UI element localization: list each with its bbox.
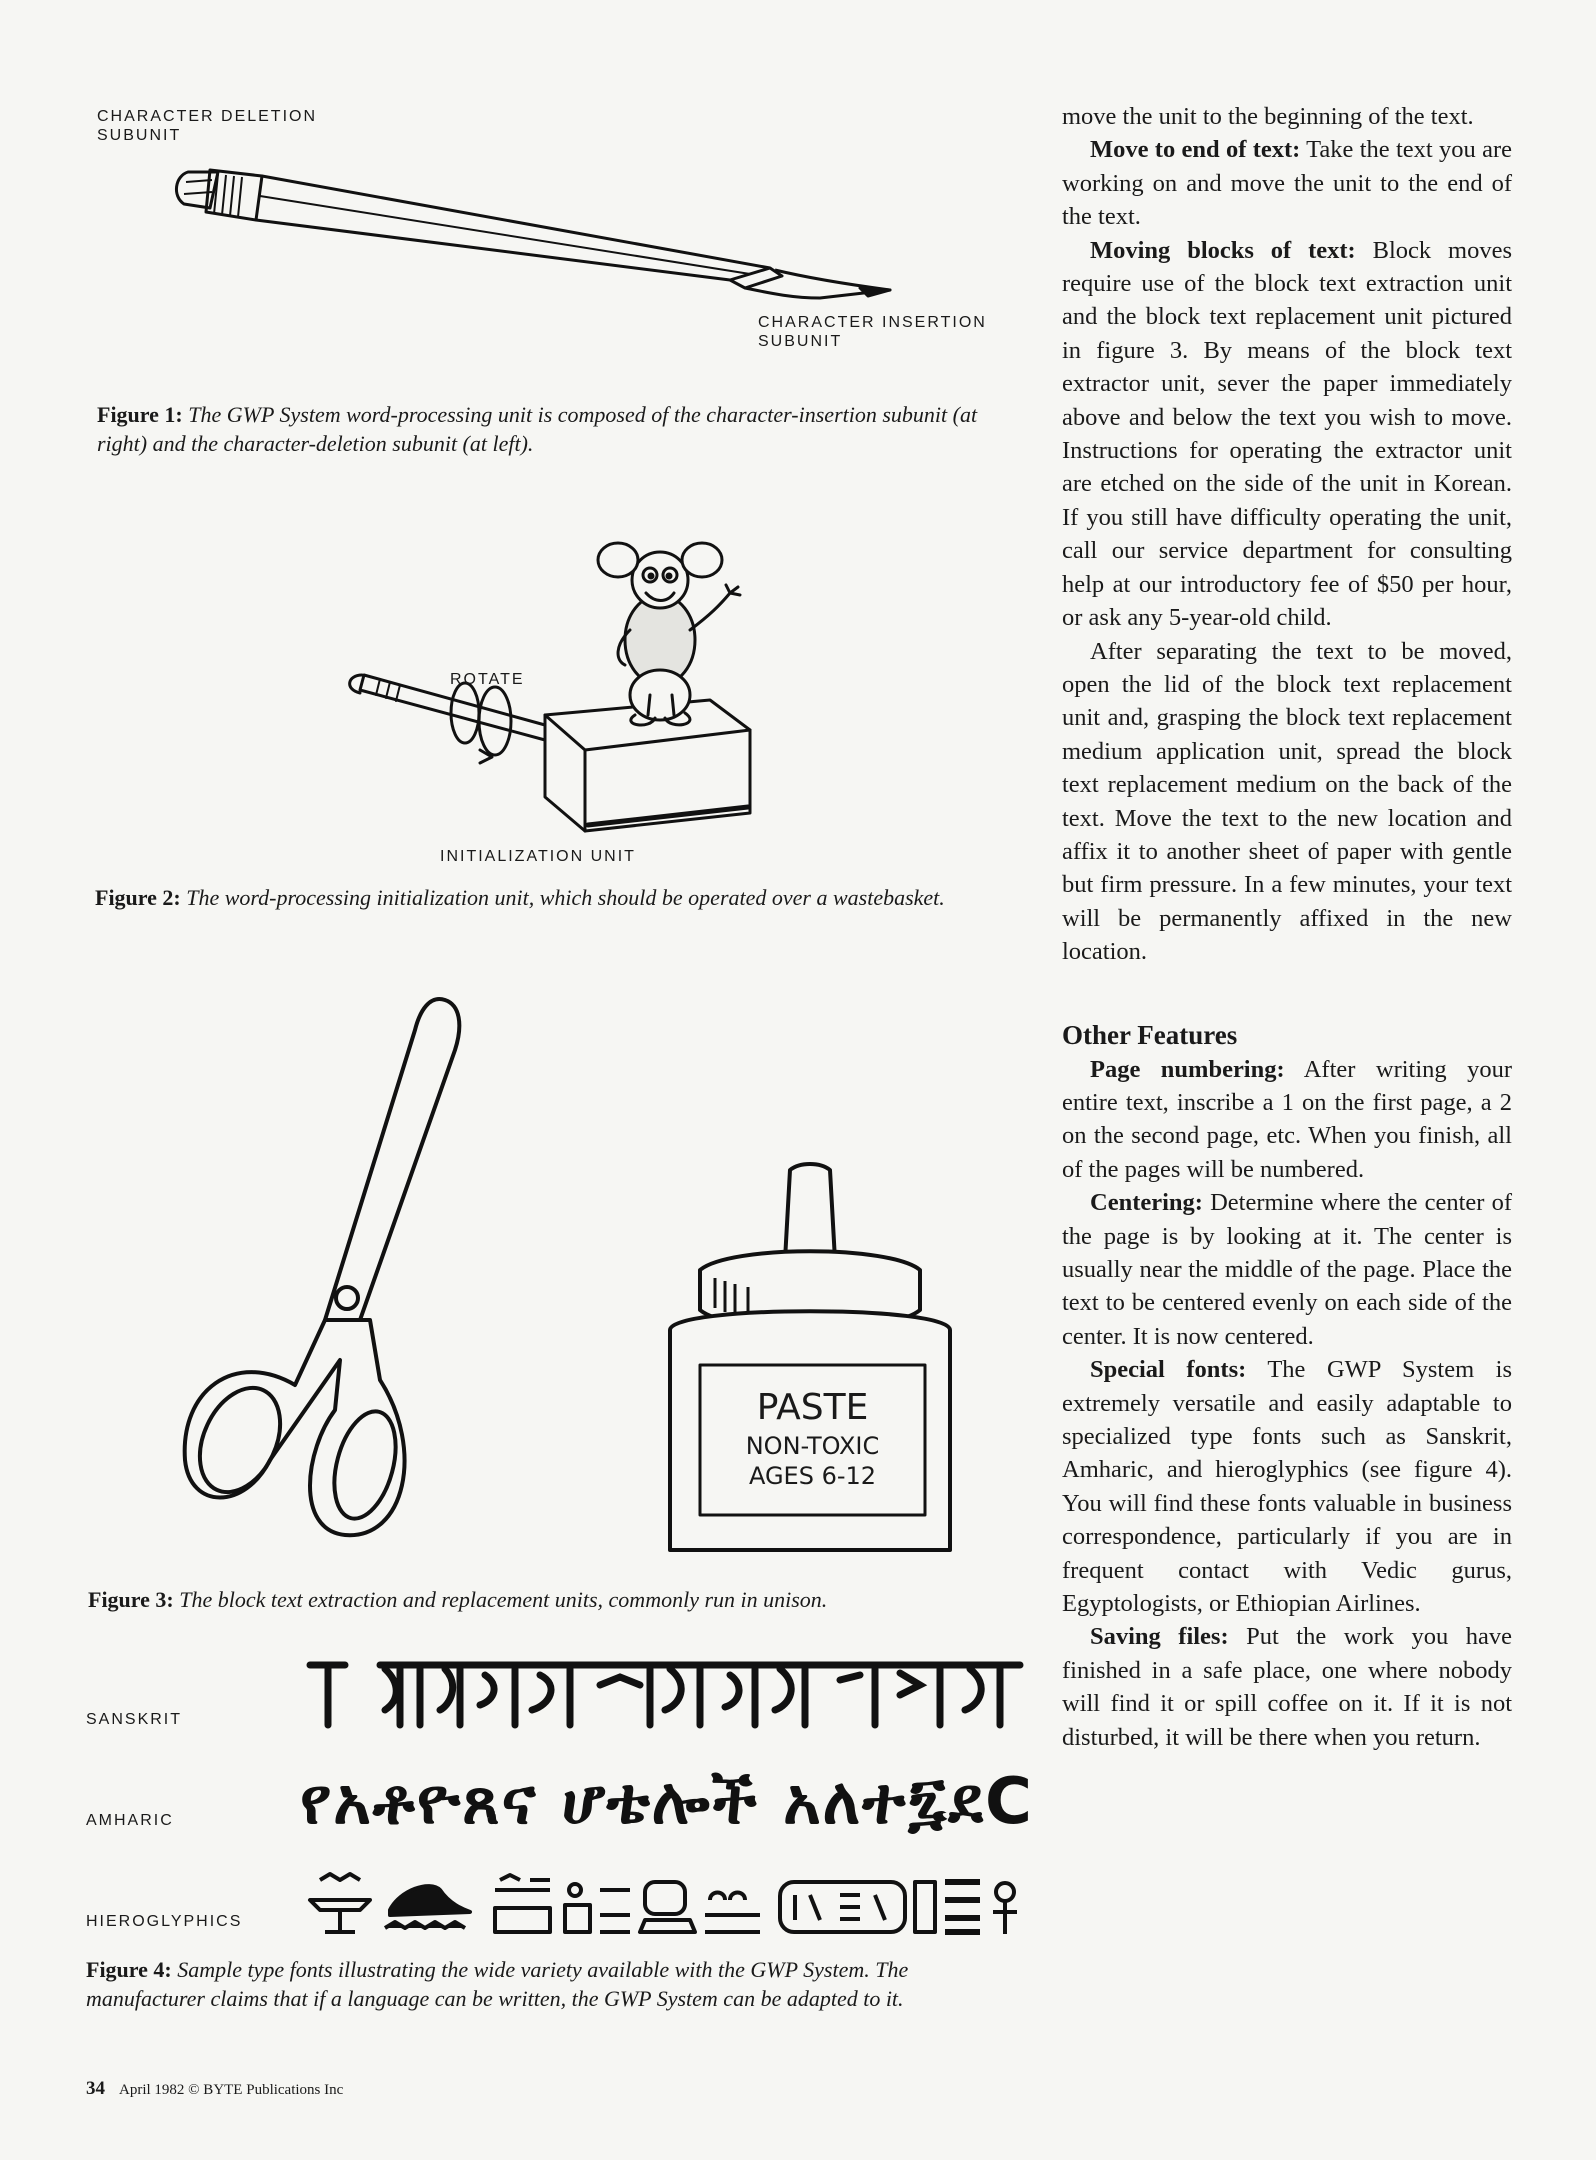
para-page-numbering-head: Page numbering: bbox=[1090, 1055, 1285, 1083]
para-centering-head: Centering: bbox=[1090, 1189, 1203, 1217]
para-special-fonts-body: The GWP System is extremely versatile and easily adaptable to specialized type fonts such as Sanskrit, Amharic, and hieroglyphics (see figure 4). You will find these fonts valuable in business correspondence, particularly if you are in frequent contact with Vedic gurus, Egyptologists, or Ethiopian Airlines. bbox=[1062, 1356, 1512, 1618]
paste-label-line2: AGES 6-12 bbox=[748, 1462, 877, 1490]
figure3-caption-text: The block text extraction and replacement units, commonly run in unison. bbox=[179, 1587, 828, 1612]
label-rotate: ROTATE bbox=[450, 671, 525, 688]
figure1-caption bbox=[97, 400, 1032, 458]
para-move-end-head: Move to end of text: bbox=[1090, 136, 1301, 164]
figure2-caption bbox=[95, 883, 1030, 912]
figure4-caption-label: Figure 4: bbox=[86, 1957, 172, 1982]
initialization-unit-illustration bbox=[330, 535, 790, 835]
para-special-fonts-head: Special fonts: bbox=[1090, 1356, 1247, 1384]
figure3-caption-label: Figure 3: bbox=[88, 1587, 174, 1612]
para-moving-blocks-head: Moving blocks of text: bbox=[1090, 236, 1356, 264]
para-moving-blocks bbox=[1062, 234, 1512, 635]
hieroglyphics-sample bbox=[300, 1870, 1020, 1940]
pencil-illustration bbox=[170, 150, 910, 310]
para-page-numbering bbox=[1062, 1053, 1512, 1187]
para-saving-files-body: Put the work you have finished in a safe place, one where nobody will find it or spill coffee on it. If it is not disturbed, it will be there when you return. bbox=[1062, 1623, 1513, 1751]
para-after-separating: After separating the text to be moved, open the lid of the block text replacement unit and, grasping the block text replacement medium application unit, spread the block text replacement medium on the back of the text. Move the text to the new location and affix it to another sheet of paper with gentle but firm pressure. In a few minutes, your text will be permanently affixed in the new location. bbox=[1062, 637, 1512, 966]
para-special-fonts bbox=[1062, 1353, 1512, 1620]
para-move-end bbox=[1062, 133, 1512, 233]
label-initialization-unit: INITIALIZATION UNIT bbox=[440, 848, 636, 865]
paste-label bbox=[700, 1365, 925, 1515]
para-continuation: move the unit to the beginning of the text. bbox=[1062, 103, 1474, 130]
paste-label-title: PASTE bbox=[756, 1387, 869, 1428]
footer-credit: April 1982 © BYTE Publications Inc bbox=[119, 2082, 344, 2098]
figure1-caption-label: Figure 1: bbox=[97, 402, 183, 427]
amharic-sample: የአቶዮጸና ሆቴሎች አለተ፯ደC bbox=[300, 1765, 1034, 1839]
label-character-deletion: CHARACTER DELETION SUBUNIT bbox=[97, 108, 318, 144]
figure1-caption-text: The GWP System word-processing unit is composed of the character-insertion subunit (at right) and the character-deletion subunit (at left). bbox=[97, 402, 978, 456]
page-number: 34 bbox=[86, 2078, 105, 2099]
label-sanskrit: SANSKRIT bbox=[86, 1711, 183, 1728]
figure4-caption-text: Sample type fonts illustrating the wide variety available with the GWP System. The manufacturer claims that if a language can be written, the GWP System can be adapted to it. bbox=[86, 1957, 909, 2011]
figure3-caption bbox=[88, 1585, 1033, 1614]
paste-label-line1: NON-TOXIC bbox=[745, 1432, 880, 1460]
para-centering-body: Determine where the center of the page is by looking at it. The center is usually near the middle of the page. Place the text to be centered evenly on each side of the center. It is now centered. bbox=[1062, 1189, 1512, 1350]
scissors-illustration bbox=[175, 990, 475, 1550]
figure2-caption-label: Figure 2: bbox=[95, 885, 181, 910]
page-footer bbox=[86, 2078, 343, 2100]
sanskrit-sample bbox=[300, 1655, 1030, 1735]
para-moving-blocks-body: Block moves require use of the block text extraction unit and the block text replacement unit pictured in figure 3. By means of the block text extractor unit, sever the paper immediately above and below the text you wish to move. Instructions for operating the extractor unit are etched on the side of the unit in Korean. If you still have difficulty operating the unit, call our service department for consulting help at our introductory fee of $50 per hour, or ask any 5-year-old child. bbox=[1062, 236, 1512, 632]
figure4-caption bbox=[86, 1955, 1026, 2013]
article-column bbox=[1062, 100, 1512, 1754]
para-saving-files-head: Saving files: bbox=[1090, 1623, 1229, 1651]
para-move-end-body: Take the text you are working on and move the unit to the end of the text. bbox=[1062, 136, 1512, 231]
para-centering bbox=[1062, 1186, 1512, 1353]
section-heading: Other Features bbox=[1062, 1019, 1238, 1050]
label-hieroglyphics: HIEROGLYPHICS bbox=[86, 1913, 243, 1930]
label-amharic: AMHARIC bbox=[86, 1812, 174, 1829]
label-character-insertion: CHARACTER INSERTION SUBUNIT bbox=[758, 314, 987, 350]
figure2-caption-text: The word-processing initialization unit, which should be operated over a wastebasket. bbox=[186, 885, 945, 910]
para-page-numbering-body: After writing your entire text, inscribe a 1 on the first page, a 2 on the second page, etc. When you finish, all of the pages will be numbered. bbox=[1062, 1055, 1512, 1183]
para-saving-files bbox=[1062, 1620, 1512, 1754]
